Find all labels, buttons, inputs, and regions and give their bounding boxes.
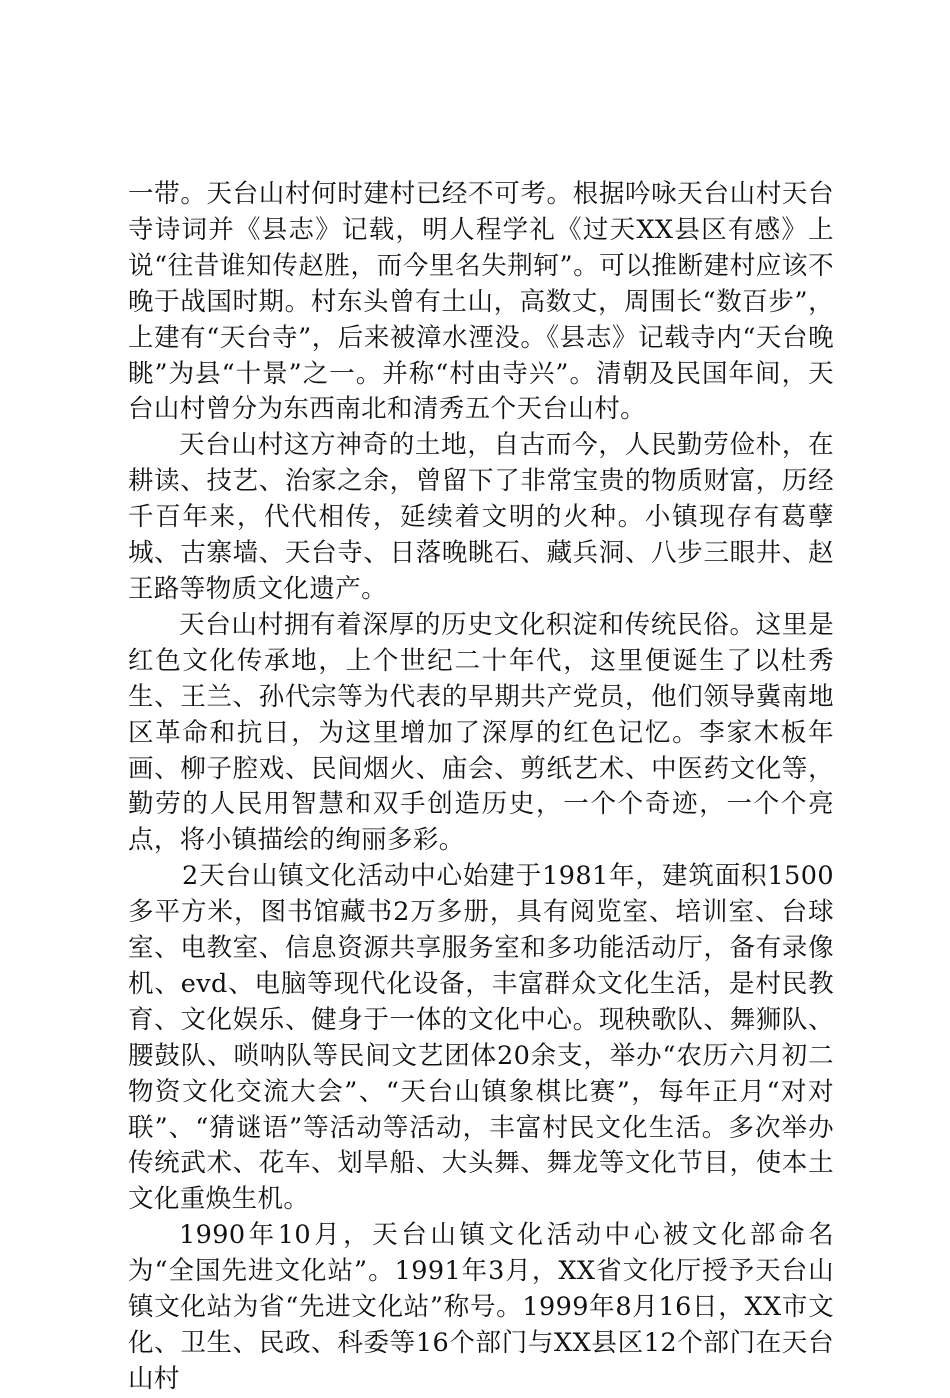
- paragraph-3: 天台山村拥有着深厚的历史文化积淀和传统民俗。这里是红色文化传承地，上个世纪二十年代，这里便诞生了以杜秀生、王兰、孙代宗等为代表的早期共产党员，他们领导冀南地区革命和抗日，为这里增加了深厚的红色记忆。李家木板年画、柳子腔戏、民间烟火、庙会、剪纸艺术、中医药文化等，勤劳的人民用智慧和双手创造历史，一个个奇迹，一个个亮点，将小镇描绘的绚丽多彩。: [128, 609, 834, 856]
- paragraph-2: 天台山村这方神奇的土地，自古而今，人民勤劳俭朴，在耕读、技艺、治家之余，曾留下了非常宝贵的物质财富，历经千百年来，代代相传，延续着文明的火种。小镇现存有葛孽城、古寨墙、天台寺、日落晚眺石、藏兵洞、八步三眼井、赵王路等物质文化遗产。: [128, 430, 834, 604]
- document-body: [128, 177, 834, 1398]
- paragraph-5: 1990年10月，天台山镇文化活动中心被文化部命名为“全国先进文化站”。1991年3月，XX省文化厅授予天台山镇文化站为省“先进文化站”称号。1999年8月16日，XX市文化、卫生、民政、科委等16个部门与XX县区12个部门在天台山村: [128, 1220, 834, 1394]
- paragraph-1: 一带。天台山村何时建村已经不可考。根据吟咏天台山村天台寺诗词并《县志》记载，明人程学礼《过天XX县区有感》上说“往昔谁知传赵胜，而今里名失荆轲”。可以推断建村应该不晚于战国时期。村东头曾有土山，高数丈，周围长“数百步”，上建有“天台寺”，后来被漳水湮没。《县志》记载寺内“天台晚眺”为县“十景”之一。并称“村由寺兴”。清朝及民国年间，天台山村曾分为东西南北和清秀五个天台山村。: [128, 179, 834, 425]
- paragraph-4: 2天台山镇文化活动中心始建于1981年，建筑面积1500多平方米，图书馆藏书2万多册，具有阅览室、培训室、台球室、电教室、信息资源共享服务室和多功能活动厅，备有录像机、evd、电脑等现代化设备，丰富群众文化生活，是村民教育、文化娱乐、健身于一体的文化中心。现秧歌队、舞狮队、腰鼓队、唢呐队等民间文艺团体20余支，举办“农历六月初二物资文化交流大会”、“天台山镇象棋比赛”，每年正月“对对联”、“猜谜语”等活动等活动，丰富村民文化生活。多次举办传统武术、花车、划旱船、大头舞、舞龙等文化节目，使本土文化重焕生机。: [128, 861, 834, 1215]
